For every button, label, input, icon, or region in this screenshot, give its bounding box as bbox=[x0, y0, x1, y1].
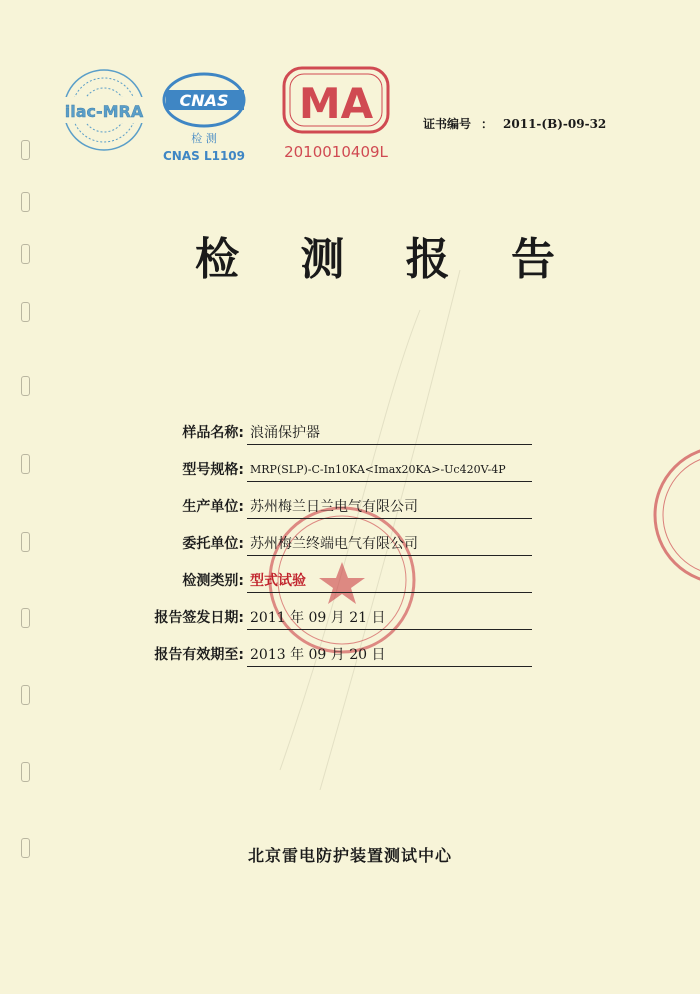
svg-text:CNAS: CNAS bbox=[179, 91, 229, 110]
field-value: MRP(SLP)-C-In10KA<Imax20KA>-Uc420V-4P bbox=[247, 459, 532, 482]
valid-until-field bbox=[140, 643, 540, 667]
sample-name-field bbox=[140, 421, 540, 445]
field-value: 浪涌保护器 bbox=[247, 422, 532, 445]
svg-text:2010010409L: 2010010409L bbox=[284, 143, 388, 161]
certificate-number: 证书编号 ： 2011-(B)-09-32 bbox=[423, 117, 607, 131]
field-value: 苏州梅兰日兰电气有限公司 bbox=[247, 496, 532, 519]
test-category-field bbox=[140, 569, 540, 593]
ma-seal-logo bbox=[272, 62, 402, 166]
certificate-label: 证书编号 bbox=[423, 117, 472, 131]
svg-text:ilac-MRA: ilac-MRA bbox=[64, 102, 144, 121]
certificate-value: 2011-(B)-09-32 bbox=[503, 117, 607, 131]
field-value: 2011 年 09 月 21 日 bbox=[247, 607, 532, 630]
client-field bbox=[140, 532, 540, 556]
field-label: 样品名称: bbox=[182, 425, 244, 441]
svg-text:检 测: 检 测 bbox=[191, 132, 217, 145]
field-value: 型式试验 bbox=[247, 570, 532, 593]
red-side-stamp bbox=[648, 440, 700, 590]
field-label: 报告有效期至: bbox=[154, 647, 244, 663]
field-value: 2013 年 09 月 20 日 bbox=[247, 644, 532, 667]
field-label: 报告签发日期: bbox=[154, 610, 244, 626]
binding-holes bbox=[21, 140, 31, 860]
svg-text:CNAS L1109: CNAS L1109 bbox=[162, 149, 246, 163]
cnas-logo bbox=[158, 62, 254, 166]
manufacturer-field bbox=[140, 495, 540, 519]
field-value: 苏州梅兰终端电气有限公司 bbox=[247, 533, 532, 556]
field-label: 委托单位: bbox=[182, 536, 244, 552]
field-label: 检测类别: bbox=[182, 573, 244, 589]
page-title: 检 测 报 告 bbox=[195, 234, 555, 285]
model-spec-field bbox=[140, 458, 540, 482]
svg-text:MA: MA bbox=[298, 79, 374, 128]
issue-date-field bbox=[140, 606, 540, 630]
issuer-name: 北京雷电防护装置测试中心 bbox=[247, 846, 452, 865]
field-label: 生产单位: bbox=[182, 499, 244, 515]
field-label: 型号规格: bbox=[182, 462, 244, 478]
ilac-mra-logo bbox=[52, 60, 156, 160]
